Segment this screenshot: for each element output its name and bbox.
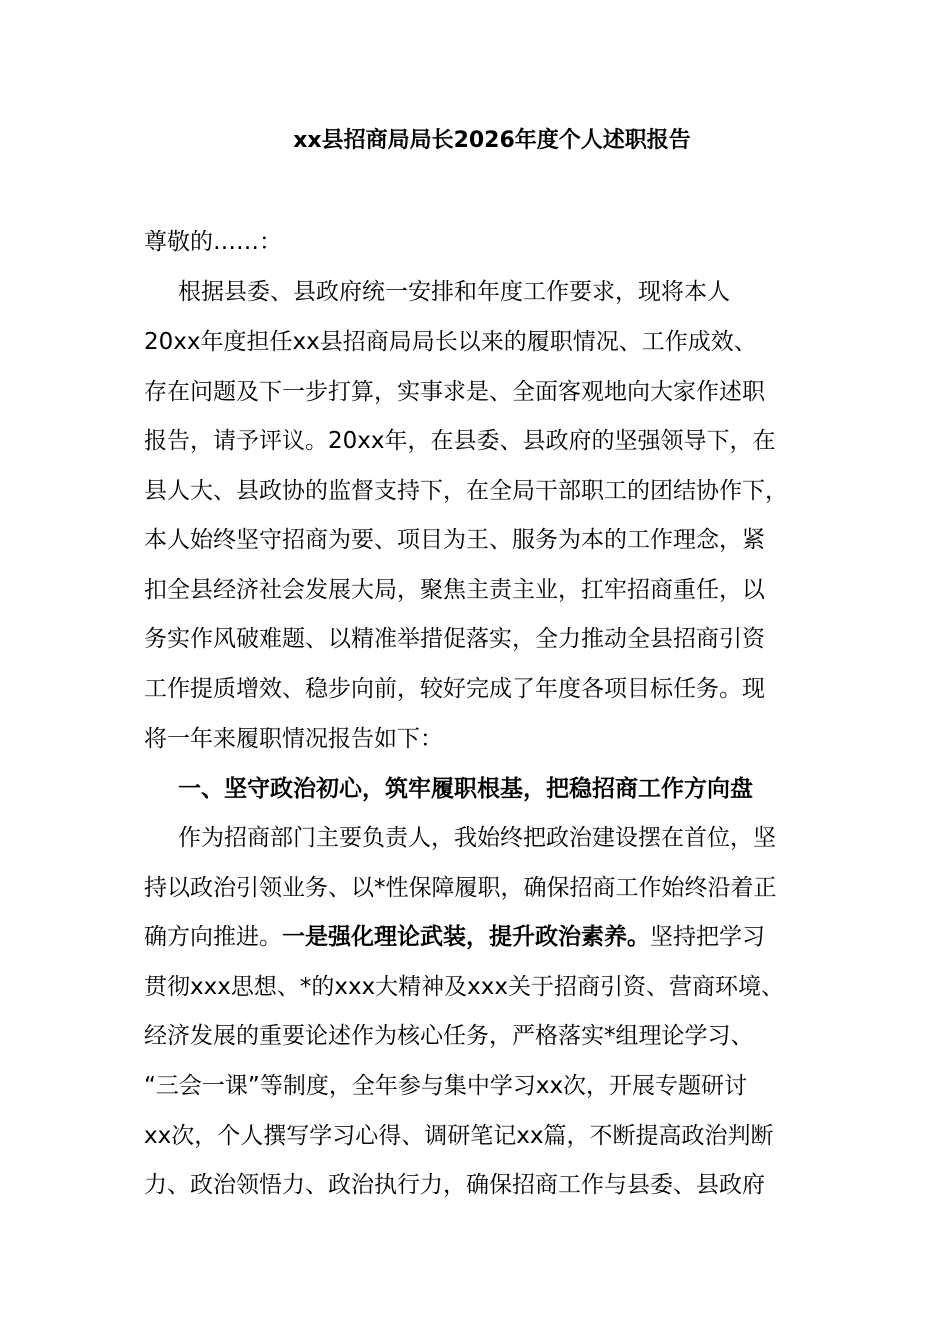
body-line: “三会一课”等制度，全年参与集中学习xx次，开展专题研讨 (144, 1073, 748, 1099)
body-line: 经济发展的重要论述作为核心任务，严格落实*组理论学习、 (144, 1023, 754, 1049)
document-title: xx县招商局局长2026年度个人述职报告 (293, 128, 691, 153)
intro-line: 扣全县经济社会发展大局，聚焦主责主业，扛牢招商重任，以 (144, 577, 765, 603)
subheading-inline: 一是强化理论武装，提升政治素养。 (282, 924, 650, 950)
body-line: 力、政治领悟力、政治执行力，确保招商工作与县委、县政府 (144, 1172, 765, 1198)
body-text: 确方向推进。 (144, 924, 282, 950)
body-line: 持以政治引领业务、以*性保障履职，确保招商工作始终沿着正 (144, 875, 777, 901)
body-line: 贯彻xxx思想、*的xxx大精神及xxx关于招商引资、营商环境、 (144, 974, 785, 1000)
intro-line: 报告，请予评议。20xx年，在县委、县政府的坚强领导下，在 (144, 428, 776, 454)
intro-line: 根据县委、县政府统一安排和年度工作要求，现将本人 (178, 279, 730, 305)
intro-line: 本人始终坚守招商为要、项目为王、服务为本的工作理念，紧 (144, 527, 765, 553)
section-heading: 一、坚守政治初心，筑牢履职根基，把稳招商工作方向盘 (178, 776, 753, 802)
intro-line: 县人大、县政协的监督支持下，在全局干部职工的团结协作下， (144, 478, 788, 504)
intro-line: 20xx年度担任xx县招商局局长以来的履职情况、工作成效、 (144, 329, 757, 355)
body-line-mixed (144, 921, 765, 953)
intro-line: 将一年来履职情况报告如下： (144, 726, 443, 752)
intro-line: 工作提质增效、稳步向前，较好完成了年度各项目标任务。现 (144, 676, 765, 702)
intro-line: 存在问题及下一步打算，实事求是、全面客观地向大家作述职 (144, 379, 765, 405)
body-line: 作为招商部门主要负责人，我始终把政治建设摆在首位，坚 (178, 825, 776, 851)
intro-line: 务实作风破难题、以精准举措促落实，全力推动全县招商引资 (144, 626, 765, 652)
body-text: 坚持把学习 (650, 924, 765, 950)
salutation: 尊敬的……： (144, 229, 282, 255)
body-line: xx次，个人撰写学习心得、调研笔记xx篇，不断提高政治判断 (144, 1123, 774, 1149)
